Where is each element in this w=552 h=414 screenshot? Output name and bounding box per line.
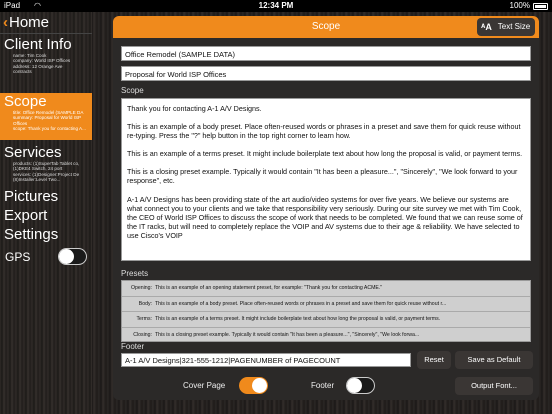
footer-toggle-label: Footer [311, 381, 335, 390]
scope-paragraph: A-1 A/V Designs has been providing state of the art audio/video systems for over five years. We believe our systems are what connect you to your clients and we take that responsibility very seriously. During our site survey we met with Tim Cook, the CEO of World ISP Offices to discuss the scope of work that needs to be completed. We found that we can reuse some of the IT racks, but will need to completely replace the VOIP and AV systems due to their age & reliability. We have selected to use Cisco's VOIP [127, 194, 523, 240]
sidebar [0, 12, 92, 414]
panel-title: Scope [311, 21, 341, 32]
gps-toggle[interactable] [58, 248, 87, 265]
preset-type: Opening: [130, 285, 152, 291]
preset-type: Terms: [136, 316, 152, 322]
sidebar-item-export[interactable]: Export [4, 207, 48, 224]
scope-label: Scope [121, 86, 144, 95]
toggle-knob [252, 378, 267, 393]
preset-type: Body: [138, 300, 152, 307]
footer-label: Footer [121, 342, 145, 351]
footer-toggle[interactable] [346, 377, 375, 394]
carrier-label: iPad [4, 1, 21, 10]
gps-label: GPS [5, 250, 31, 264]
footer-input[interactable]: A-1 A/V Designs|321-555-1212|PAGENUMBER of PAGECOUNT [121, 353, 411, 367]
scope-paragraph: This is an example of a body preset. Place often-reused words or phrases in a preset and save them for quick reuse without re-typing. Press the "?" help button in the top right corner to learn how. [127, 122, 521, 141]
sidebar-item-client-info[interactable] [0, 36, 92, 90]
gps-row [0, 248, 92, 266]
save-as-default-button[interactable]: Save as Default [455, 351, 533, 369]
status-bar [0, 0, 552, 12]
toggle-knob [347, 378, 362, 393]
scope-detail-line: Offices [13, 120, 28, 126]
scope-textarea[interactable] [121, 98, 531, 261]
battery-icon [533, 3, 548, 10]
sidebar-item-label: Client Info [4, 36, 72, 53]
output-font-button[interactable]: Output Font... [455, 377, 533, 395]
preset-type: Closing: [133, 331, 152, 338]
scope-detail-line: summary: Proposal for World ISP [13, 115, 82, 121]
sidebar-item-settings[interactable]: Settings [4, 226, 59, 243]
clock-label: 12:34 PM [258, 1, 294, 10]
home-button[interactable] [0, 12, 92, 34]
sidebar-item-label: Services [4, 144, 62, 161]
preset-text: This is an example of a body preset. Place often-reused words or phrases in a preset and save them for quick reuse without r... [155, 300, 447, 307]
sidebar-item-pictures[interactable]: Pictures [4, 188, 59, 205]
services-detail-line: products: (1)SuperTab Tablet co, [13, 161, 80, 166]
cover-page-label: Cover Page [183, 381, 226, 390]
services-detail-line: (8)Installer:Level Two... [13, 177, 61, 183]
wifi-icon: ◠ [34, 1, 41, 10]
client-detail-line: contracts [13, 69, 32, 75]
preset-row-body[interactable] [122, 297, 530, 313]
toggle-knob [59, 249, 74, 264]
preset-text: This is a closing preset example. Typically it would contain "It has been a pleasure...", "Sincerely", "We look forwa... [155, 331, 420, 338]
reset-button[interactable]: Reset [417, 351, 451, 369]
chevron-left-icon: ‹ [3, 14, 8, 31]
preset-text: This is an example of a terms preset. It might include boilerplate text about how long the proposal is valid, or payment terms. [155, 316, 441, 322]
presets-list [121, 280, 531, 342]
scope-detail-line: title: Office Remodel (SAMPLE DA [13, 110, 84, 115]
client-detail-line: address: 12 Orange Ave [13, 63, 63, 69]
preset-text: This is an example of an opening statement preset, for example: "Thank you for contacting ACME." [155, 285, 383, 291]
services-detail-line: services: (1)Designer:Project De [13, 171, 80, 177]
client-detail-line: company: World ISP Offices [13, 58, 71, 64]
scope-panel [113, 16, 539, 400]
panel-header [113, 16, 539, 38]
client-detail-line: name: Tim Cook [13, 53, 47, 58]
battery-percent: 100% [509, 1, 530, 10]
sidebar-item-label: Scope [4, 93, 47, 110]
services-detail-line: (1)DKE4 Switch, 24 port [13, 166, 63, 172]
scope-paragraph: Thank you for contacting A-1 A/V Designs. [127, 104, 262, 113]
scope-paragraph: This is an example of a terms preset. It might include boilerplate text about how long the proposal is valid, or payment terms. [127, 149, 523, 159]
job-title-field[interactable]: Office Remodel (SAMPLE DATA) [121, 46, 531, 61]
summary-field[interactable]: Proposal for World ISP Offices [121, 66, 531, 81]
presets-label: Presets [121, 269, 149, 278]
text-size-label: Text Size [497, 22, 531, 31]
text-size-button[interactable] [477, 18, 535, 36]
preset-row-terms[interactable] [122, 312, 530, 328]
preset-row-opening[interactable] [122, 281, 530, 297]
cover-page-toggle[interactable] [239, 377, 268, 394]
sidebar-item-services[interactable] [0, 144, 92, 189]
scope-paragraph: This is a closing preset example. Typically it would contain "It has been a pleasure...", "Sincerely", "We look forward to your response", etc. [127, 167, 518, 186]
home-label: Home [9, 14, 50, 31]
preset-row-closing[interactable] [122, 328, 530, 343]
text-size-icon: ᴬA [481, 22, 492, 32]
scope-detail-line: scope: Thank you for contacting A... [13, 126, 86, 132]
sidebar-item-scope[interactable] [0, 93, 92, 140]
